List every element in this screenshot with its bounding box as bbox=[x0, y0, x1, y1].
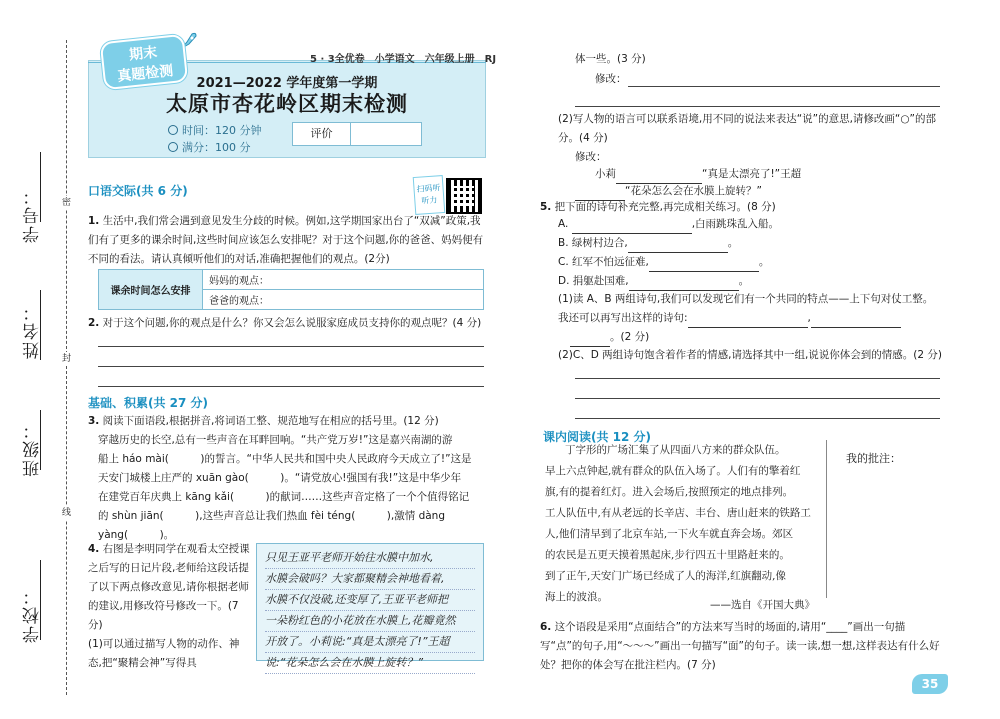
dad-opinion-cell[interactable]: 爸爸的观点： bbox=[203, 290, 484, 310]
q5-answer-line-3[interactable] bbox=[575, 418, 940, 419]
scan-listen-tag: 扫码听听力 bbox=[413, 175, 446, 215]
evaluation-field[interactable] bbox=[351, 123, 421, 145]
modify-label-2: 修改： bbox=[575, 151, 607, 163]
xiaoli-name: 小莉 bbox=[595, 168, 616, 180]
passage-source: ——选自《开国大典》 bbox=[710, 599, 815, 611]
check-icon bbox=[168, 142, 178, 152]
q5-answer-line-1[interactable] bbox=[575, 378, 940, 379]
diary-line-2: 水膜会破吗？大家都聚精会神地看着, bbox=[265, 569, 475, 590]
passage-line-3: 旗,有的提着红灯。进入会场后,按照预定的地点排列。 bbox=[545, 486, 794, 498]
q3-passage-line-3: 天安门城楼上庄严的 xuān gào( )。“请党放心!强国有我!”这是中华少年 bbox=[98, 472, 462, 484]
modify-line-1b[interactable] bbox=[575, 106, 940, 107]
diary-line-6: 说:“花朵怎么会在水膜上旋转？” bbox=[265, 653, 475, 674]
diary-line-4: 一朵粉红色的小花放在水膜上,花瓣竟然 bbox=[265, 611, 475, 632]
question-6 bbox=[540, 618, 940, 675]
exam-title: 太原市杏花岭区期末检测 bbox=[166, 92, 408, 116]
q4-sub1-cont: 体一些。(3 分) bbox=[575, 53, 646, 65]
q4-sub1: (1)可以通过描写人物的动作、神态,把“聚精会神”写得具 bbox=[88, 638, 240, 669]
seal-char-xian: 线 bbox=[61, 508, 71, 518]
passage-line-6: 的农民是五更天摸着黑起床,步行四五十里路赶来的。 bbox=[545, 549, 790, 561]
class-label: 班级： bbox=[23, 420, 43, 477]
poem-b-text: B. 绿树村边合, bbox=[558, 237, 628, 249]
poem-d-text: D. 捐躯赴国难, bbox=[558, 275, 629, 287]
passage-line-4: 工人队伍中,有从老远的长辛店、丰台、唐山赶来的铁路工 bbox=[545, 507, 811, 519]
q6-text: 这个语段是采用“点面结合”的方法来写当时的场面的,请用“____”画出一句描写“点”的句子,用“～～～”画出一句描写“面”的句子。读一读,想一想,这样表达有什么好处？把你的体会写在批注栏内。(7 分) bbox=[540, 621, 940, 671]
q3-passage-line-1: 穿越历史的长空,总有一些声音在耳畔回响。“共产党万岁!”这是嘉兴南湖的游 bbox=[98, 434, 453, 446]
q3-number: 3. bbox=[88, 415, 100, 427]
q3-passage-line-2: 船上 háo mài( )的誓言。“中华人民共和国中央人民政府今天成立了!”这是 bbox=[98, 453, 472, 465]
q5-text: 把下面的诗句补充完整,再完成相关练习。(8 分) bbox=[554, 201, 776, 213]
school-label: 学校： bbox=[23, 586, 43, 643]
annotation-label: 我的批注： bbox=[846, 452, 901, 465]
q2-text: 对于这个问题,你的观点是什么？你又会怎么说服家庭成员支持你的观点呢？(4 分) bbox=[102, 317, 482, 329]
name-label: 姓名： bbox=[23, 302, 43, 359]
section-oral-title: 口语交际(共 6 分) bbox=[88, 184, 188, 198]
evaluation-label: 评价 bbox=[293, 123, 351, 145]
question-2 bbox=[88, 314, 484, 333]
qr-code-icon[interactable] bbox=[446, 178, 482, 214]
q3-passage-line-5: 的 shùn jiān( ),这些声音总让我们热血 fèi téng( ),激情 dàng bbox=[98, 510, 445, 522]
q6-number: 6. bbox=[540, 621, 552, 633]
q5-sub1-text: (1)读 A、B 两组诗句,我们可以发现它们有一个共同的特点——上下句对仗工整。我还可以再写出这样的诗句: bbox=[558, 293, 934, 324]
exam-score-text: 满分：100 分 bbox=[182, 141, 251, 154]
q5-sub2: (2)C、D 两组诗句饱含着作者的情感,请选择其中一组,说说你体会到的情感。(2 分) bbox=[558, 349, 943, 361]
q2-number: 2. bbox=[88, 317, 100, 329]
reading-passage bbox=[545, 440, 819, 608]
q2-answer-line-3[interactable] bbox=[98, 386, 484, 387]
passage-line-1: 丁字形的广场汇集了从四面八方来的群众队伍。 bbox=[565, 444, 786, 456]
q1-text: 生活中,我们常会遇到意见发生分歧的时候。例如,这学期国家出台了“双减”政策,我们有了更多的课余时间,这些时间应该怎么安排呢？对于这个问题,你的爸爸、妈妈便有不同的看法。请认真倾听他们的对话,准确把握他们的观点。(2分) bbox=[88, 215, 484, 265]
seal-line bbox=[66, 40, 67, 695]
question-4 bbox=[88, 540, 252, 673]
diary-handwriting-box[interactable] bbox=[256, 543, 484, 669]
poem-b: B. 绿树村边合, 。 bbox=[558, 234, 738, 253]
exam-score bbox=[168, 139, 251, 155]
poem-c: C. 红军不怕远征难, 。 bbox=[558, 253, 769, 272]
poem-a-tail: ,白雨跳珠乱入船。 bbox=[691, 218, 780, 230]
q5-sub1-tail: 。(2 分) bbox=[610, 331, 650, 343]
q5-answer-line-2[interactable] bbox=[575, 398, 940, 399]
diary-line-5: 开放了。小莉说:“真是太漂亮了!”王超 bbox=[265, 632, 475, 653]
poem-a-label: A. bbox=[558, 218, 569, 230]
student-id-label: 学号： bbox=[23, 186, 43, 243]
passage-line-7: 到了正午,天安门广场已经成了人的海洋,红旗翻动,像 bbox=[545, 570, 787, 582]
diary-line-1: 只见王亚平老师开始往水膜中加水, bbox=[265, 548, 475, 569]
q4-sub2: (2)写人物的语言可以联系语境,用不同的说法来表达“说”的意思,请修改画“○”的部分。(4 分) bbox=[558, 113, 936, 144]
q5-number: 5. bbox=[540, 201, 552, 213]
leisure-opinion-table bbox=[98, 269, 484, 310]
passage-line-2: 早上六点钟起,就有群众的队伍入场了。人们有的擎着红 bbox=[545, 465, 801, 477]
poem-a bbox=[558, 215, 779, 234]
q3-passage-line-6: yàng( )。 bbox=[98, 529, 175, 541]
q5-sub1-blank-a[interactable] bbox=[688, 327, 808, 328]
modify-label-1: 修改： bbox=[595, 73, 627, 85]
badge-line1: 期末 bbox=[128, 44, 158, 64]
seal-char-mi: 密 bbox=[61, 198, 71, 208]
diary-line-3: 水膜不仅没破,还变厚了,王亚平老师把 bbox=[265, 590, 475, 611]
question-1 bbox=[88, 212, 484, 269]
q4-text: 右图是李明同学在观看太空授课之后写的日记片段,老师给这段话提了以下两点修改意见,请你根据老师的建议,用修改符号修改一下。(7 分) bbox=[88, 543, 250, 631]
seal-char-feng: 封 bbox=[61, 354, 71, 364]
q2-answer-line-2[interactable] bbox=[98, 366, 484, 367]
flower-question: “花朵怎么会在水膜上旋转？” bbox=[625, 185, 762, 197]
series-meta: 5 · 3全优卷 小学语文 六年级上册 RJ bbox=[310, 54, 497, 65]
page-number: 35 bbox=[912, 674, 948, 694]
q5-sub1: (1)读 A、B 两组诗句,我们可以发现它们有一个共同的特点——上下句对仗工整。我还可以再写出这样的诗句: , 。(2 分) bbox=[558, 290, 942, 347]
badge-line2: 真题检测 bbox=[116, 63, 174, 85]
q3-instruction: 阅读下面语段,根据拼音,将词语工整、规范地写在相应的括号里。(12 分) bbox=[102, 415, 439, 427]
passage-line-5: 人,他们清早到了北京车站,一下火车就直奔会场。郊区 bbox=[545, 528, 794, 540]
q4-number: 4. bbox=[88, 543, 100, 555]
table-head: 课余时间怎么安排 bbox=[99, 270, 203, 310]
clock-icon bbox=[168, 125, 178, 135]
evaluation-box[interactable] bbox=[292, 122, 422, 146]
xiaoli-quote: “真是太漂亮了!”王超 bbox=[702, 168, 802, 180]
mom-opinion-cell[interactable]: 妈妈的观点： bbox=[203, 270, 484, 290]
q5-sub1-blank-b[interactable] bbox=[811, 327, 901, 328]
q3-passage-line-4: 在建党百年庆典上 kāng kǎi( )的献词……这些声音定格了一个个值得铭记 bbox=[98, 491, 470, 503]
q2-answer-line-1[interactable] bbox=[98, 346, 484, 347]
section-basics-title: 基础、积累(共 27 分) bbox=[88, 396, 209, 410]
q1-number: 1. bbox=[88, 215, 100, 227]
exam-time-text: 时间：120 分钟 bbox=[182, 124, 262, 137]
modify-line-1a[interactable] bbox=[628, 86, 940, 87]
poem-c-text: C. 红军不怕远征难, bbox=[558, 256, 649, 268]
poem-d: D. 捐躯赴国难, 。 bbox=[558, 272, 749, 291]
question-3 bbox=[88, 412, 484, 545]
school-term: 2021—2022 学年度第一学期 bbox=[196, 76, 378, 91]
passage-line-8: 海上的波浪。 bbox=[545, 591, 608, 603]
section-reading-title: 课内阅读(共 12 分) bbox=[543, 430, 652, 444]
exam-time bbox=[168, 122, 262, 138]
annotation-divider bbox=[826, 440, 827, 598]
